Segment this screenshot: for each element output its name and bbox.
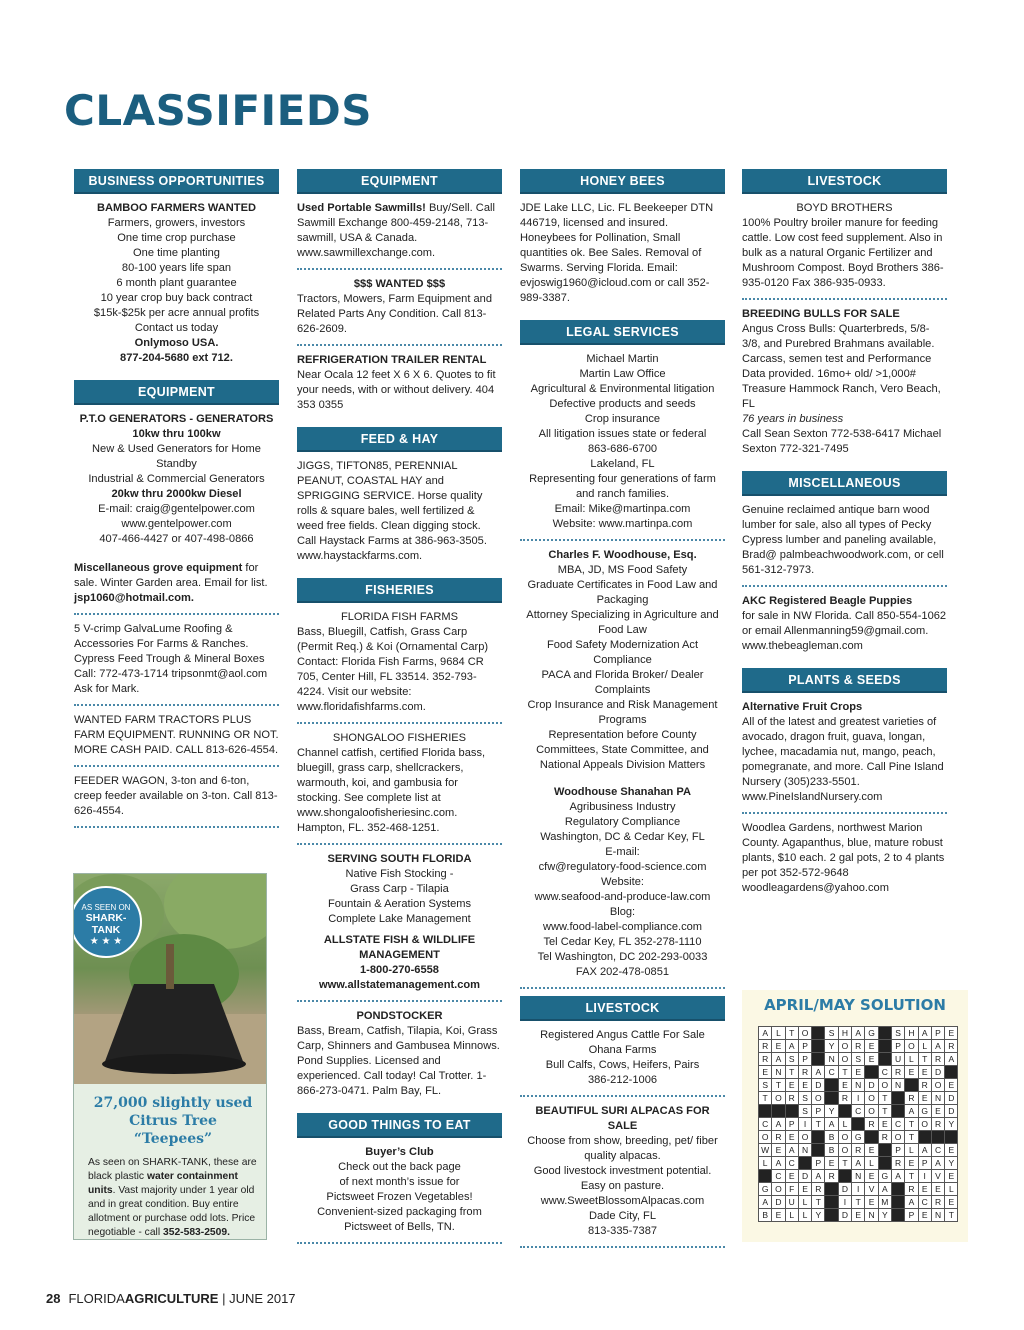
- crossword-cell: E: [772, 1209, 785, 1222]
- puzzle-solution-title: APRIL/MAY SOLUTION: [764, 996, 946, 1014]
- crossword-row: [759, 1118, 958, 1131]
- crossword-cell: E: [852, 1066, 865, 1079]
- crossword-cell: A: [772, 1053, 785, 1066]
- crossword-cell: E: [785, 1079, 798, 1092]
- ad-martin-law: Michael Martin Martin Law Office Agricultural & Environmental litigation Defective products and seeds Crop insurance All litigation issues state or federal 863-686-6700 Lakeland, FL Representing four generations of farm and ranch families. Email: Mike@martinpa.com Website: www.martinpa.com: [520, 352, 725, 541]
- crossword-cell: [945, 1066, 958, 1079]
- crossword-row: [759, 1144, 958, 1157]
- ad-haystack-farms: JIGGS, TIFTON85, PERENNIAL PEANUT, COASTAL HAY and SPRIGGING SERVICE. Horse quality rolls & square bales, well fertilized & weed free fields. Clean digging stock. Call Haystack Farms at 386-963-3505. www.haystackfarms.com.: [297, 460, 487, 562]
- crossword-row: [759, 1170, 958, 1183]
- crossword-cell: N: [931, 1209, 944, 1222]
- crossword-cell: A: [905, 1105, 918, 1118]
- crossword-cell: A: [945, 1053, 958, 1066]
- crossword-cell: E: [838, 1079, 851, 1092]
- ad-buyers-club: Buyer’s Club Check out the back page of next month’s issue for Pictsweet Frozen Vegetables! Convenient-sized packaging from Pictsweet of Bells, TN.: [297, 1145, 502, 1244]
- crossword-cell: O: [865, 1105, 878, 1118]
- crossword-cell: P: [798, 1053, 811, 1066]
- crossword-cell: [812, 1027, 825, 1040]
- crossword-cell: E: [931, 1183, 944, 1196]
- crossword-cell: H: [905, 1027, 918, 1040]
- ad-shongaloo-fisheries: SHONGALOO FISHERIES Channel catfish, certified Florida bass, bluegill, grass carp, shellcrackers, warmouth, koi, and gambusia for stocking. See complete list at www.shongaloofisheriesinc.com. Hampton, FL. 352-468-1251.: [297, 731, 502, 845]
- crossword-cell: P: [812, 1157, 825, 1170]
- crossword-cell: C: [772, 1170, 785, 1183]
- crossword-cell: S: [785, 1053, 798, 1066]
- crossword-cell: P: [798, 1040, 811, 1053]
- crossword-cell: N: [891, 1079, 904, 1092]
- crossword-cell: N: [825, 1053, 838, 1066]
- ad-alternative-fruit: Alternative Fruit Crops All of the latest and greatest varieties of avocado, dragon fruit, guava, longan, lychee, macadamia nut, mango, peach, pomegranate, and more. Call Pine Island Nursery (305)233-5501. www.PineIslandNursery.com: [742, 700, 947, 814]
- crossword-cell: N: [798, 1144, 811, 1157]
- crossword-cell: D: [838, 1183, 851, 1196]
- crossword-cell: [838, 1105, 851, 1118]
- crossword-cell: E: [865, 1170, 878, 1183]
- crossword-cell: E: [798, 1079, 811, 1092]
- crossword-cell: O: [838, 1131, 851, 1144]
- puzzle-solution: [742, 990, 968, 1242]
- crossword-cell: [878, 1027, 891, 1040]
- crossword-cell: [838, 1170, 851, 1183]
- ad-bamboo-farmers: BAMBOO FARMERS WANTED Farmers, growers, investors One time crop purchase One time planting 80-100 years life span 6 month plant guarantee 10 year crop buy back contract $15k-$25k per acre annual profits Contact us today Onlymoso USA. 877-204-5680 ext 712.: [93, 202, 260, 364]
- crossword-cell: N: [931, 1092, 944, 1105]
- crossword-cell: C: [918, 1196, 931, 1209]
- section-header-good-things-to-eat: GOOD THINGS TO EAT: [297, 1113, 502, 1138]
- crossword-cell: E: [865, 1196, 878, 1209]
- crossword-cell: N: [852, 1079, 865, 1092]
- crossword-cell: O: [772, 1092, 785, 1105]
- crossword-cell: L: [798, 1196, 811, 1209]
- crossword-cell: T: [759, 1092, 772, 1105]
- crossword-cell: O: [931, 1079, 944, 1092]
- ad-refrigeration-trailer: REFRIGERATION TRAILER RENTAL Near Ocala 12 feet X 6 X 6. Quotes to fit your needs, with or without delivery. 404 353 0355: [297, 354, 496, 411]
- crossword-cell: E: [865, 1040, 878, 1053]
- crossword-cell: [825, 1092, 838, 1105]
- crossword-cell: [812, 1131, 825, 1144]
- crossword-cell: I: [918, 1170, 931, 1183]
- crossword-cell: N: [772, 1066, 785, 1079]
- crossword-cell: B: [825, 1131, 838, 1144]
- crossword-cell: E: [785, 1170, 798, 1183]
- crossword-cell: T: [878, 1105, 891, 1118]
- crossword-cell: O: [812, 1092, 825, 1105]
- section-header-business-opportunities: BUSINESS OPPORTUNITIES: [74, 169, 279, 194]
- crossword-cell: A: [825, 1118, 838, 1131]
- section-header-miscellaneous: MISCELLANEOUS: [742, 471, 947, 496]
- crossword-cell: E: [798, 1183, 811, 1196]
- ad-roofing: 5 V-crimp GalvaLume Roofing & Accessories For Farms & Ranches. Cypress Feed Trough & Mineral Boxes Call: 772-473-1714 tripsonmt@aol.com Ask for Mark.: [74, 622, 279, 706]
- section-header-livestock-2: LIVESTOCK: [742, 169, 947, 194]
- crossword-cell: L: [772, 1027, 785, 1040]
- section-header-plants-seeds: PLANTS & SEEDS: [742, 668, 947, 693]
- ad-citrus-teepees: [73, 873, 267, 1240]
- crossword-cell: A: [759, 1196, 772, 1209]
- crossword-row: [759, 1209, 958, 1222]
- crossword-cell: R: [838, 1092, 851, 1105]
- crossword-cell: T: [838, 1066, 851, 1079]
- crossword-cell: D: [931, 1066, 944, 1079]
- crossword-cell: T: [905, 1170, 918, 1183]
- crossword-cell: A: [812, 1066, 825, 1079]
- crossword-cell: R: [825, 1170, 838, 1183]
- teepee-headline: 27,000 slightly used Citrus Tree “Teepees”: [93, 1095, 253, 1147]
- crossword-cell: E: [905, 1157, 918, 1170]
- section-header-equipment: EQUIPMENT: [74, 380, 279, 405]
- crossword-cell: E: [945, 1196, 958, 1209]
- section-header-livestock: LIVESTOCK: [520, 996, 725, 1021]
- crossword-cell: E: [918, 1092, 931, 1105]
- crossword-cell: G: [759, 1183, 772, 1196]
- column-1: [74, 166, 279, 835]
- crossword-row: [759, 1053, 958, 1066]
- crossword-cell: O: [891, 1131, 904, 1144]
- crossword-cell: L: [838, 1118, 851, 1131]
- crossword-cell: E: [918, 1183, 931, 1196]
- crossword-cell: R: [759, 1040, 772, 1053]
- crossword-cell: [812, 1040, 825, 1053]
- crossword-cell: R: [891, 1157, 904, 1170]
- crossword-cell: O: [918, 1118, 931, 1131]
- crossword-cell: I: [852, 1183, 865, 1196]
- crossword-row: [759, 1066, 958, 1079]
- crossword-cell: R: [918, 1079, 931, 1092]
- footer-separator: |: [218, 1291, 230, 1306]
- crossword-cell: L: [918, 1040, 931, 1053]
- crossword-cell: R: [852, 1040, 865, 1053]
- crossword-cell: T: [812, 1118, 825, 1131]
- crossword-cell: Y: [945, 1157, 958, 1170]
- crossword-cell: E: [865, 1053, 878, 1066]
- crossword-cell: R: [878, 1131, 891, 1144]
- crossword-cell: R: [759, 1053, 772, 1066]
- crossword-cell: E: [945, 1170, 958, 1183]
- crossword-cell: O: [878, 1079, 891, 1092]
- crossword-cell: T: [918, 1053, 931, 1066]
- crossword-cell: S: [798, 1105, 811, 1118]
- crossword-cell: [825, 1209, 838, 1222]
- crossword-cell: Y: [878, 1209, 891, 1222]
- crossword-cell: E: [878, 1118, 891, 1131]
- crossword-cell: O: [772, 1183, 785, 1196]
- crossword-row: [759, 1027, 958, 1040]
- crossword-cell: B: [825, 1144, 838, 1157]
- crossword-cell: T: [785, 1027, 798, 1040]
- crossword-cell: [865, 1066, 878, 1079]
- crossword-cell: G: [918, 1105, 931, 1118]
- ad-feeder-wagon: FEEDER WAGON, 3-ton and 6-ton, creep feeder available on 3-ton. Call 813-626-4554.: [74, 774, 279, 828]
- crossword-cell: R: [812, 1183, 825, 1196]
- crossword-cell: [878, 1040, 891, 1053]
- crossword-cell: P: [931, 1027, 944, 1040]
- crossword-cell: T: [905, 1131, 918, 1144]
- crossword-cell: C: [931, 1144, 944, 1157]
- crossword-cell: A: [931, 1040, 944, 1053]
- crossword-cell: R: [931, 1118, 944, 1131]
- crossword-cell: [825, 1183, 838, 1196]
- crossword-cell: R: [865, 1118, 878, 1131]
- ad-beagle-puppies: AKC Registered Beagle Puppies for sale in NW Florida. Call 850-554-1062 or email Allenmanning59@gmail.com. www.thebeagleman.com: [742, 595, 947, 652]
- page-footer: [46, 1291, 296, 1306]
- section-header-equipment-2: EQUIPMENT: [297, 169, 502, 194]
- crossword-cell: A: [852, 1027, 865, 1040]
- crossword-cell: E: [918, 1066, 931, 1079]
- crossword-cell: R: [852, 1144, 865, 1157]
- crossword-cell: P: [785, 1118, 798, 1131]
- ad-suri-alpacas: BEAUTIFUL SURI ALPACAS FOR SALE Choose from show, breeding, pet/ fiber quality alpacas. Good livestock investment potential. Easy on pasture. www.SweetBlossomAlpacas.com Dade City, FL 813-335-7387: [520, 1104, 725, 1248]
- crossword-cell: E: [945, 1144, 958, 1157]
- crossword-cell: B: [759, 1209, 772, 1222]
- crossword-cell: O: [905, 1040, 918, 1053]
- crossword-cell: S: [825, 1027, 838, 1040]
- crossword-cell: F: [785, 1183, 798, 1196]
- crossword-cell: L: [759, 1157, 772, 1170]
- ad-allstate-fish: SERVING SOUTH FLORIDA Native Fish Stocking - Grass Carp - Tilapia Fountain & Aeration Systems Complete Lake Management ALLSTATE FISH & WILDLIFE MANAGEMENT 1-800-270-6558 www.allstatemanagement.com: [297, 852, 502, 1002]
- crossword-cell: [891, 1209, 904, 1222]
- crossword-cell: L: [865, 1157, 878, 1170]
- crossword-cell: [891, 1183, 904, 1196]
- crossword-cell: D: [838, 1209, 851, 1222]
- crossword-cell: P: [812, 1105, 825, 1118]
- crossword-cell: A: [878, 1183, 891, 1196]
- crossword-cell: [891, 1092, 904, 1105]
- page-number: 28: [46, 1291, 61, 1306]
- crossword-cell: C: [852, 1105, 865, 1118]
- ad-pto-generators: P.T.O GENERATORS - GENERATORS 10kw thru 100kw New & Used Generators for Home Standby Industrial & Commercial Generators 20kw thru 2000kw Diesel E-mail: craig@gentelpower.com www.gentelpower.com 407-466-4427 or 407-498-0866: [79, 413, 274, 545]
- crossword-cell: D: [772, 1196, 785, 1209]
- crossword-cell: G: [865, 1027, 878, 1040]
- crossword-cell: E: [825, 1157, 838, 1170]
- crossword-cell: I: [798, 1118, 811, 1131]
- section-header-legal-services: LEGAL SERVICES: [520, 320, 725, 345]
- crossword-cell: [905, 1079, 918, 1092]
- crossword-cell: V: [931, 1170, 944, 1183]
- crossword-cell: N: [852, 1170, 865, 1183]
- crossword-cell: [931, 1131, 944, 1144]
- crossword-cell: R: [931, 1196, 944, 1209]
- crossword-cell: R: [931, 1053, 944, 1066]
- crossword-cell: P: [891, 1040, 904, 1053]
- crossword-cell: T: [772, 1079, 785, 1092]
- ad-grove-equipment: Miscellaneous grove equipment for sale. Winter Garden area. Email for list. jsp1060@hotmail.com.: [74, 561, 279, 615]
- crossword-cell: D: [798, 1170, 811, 1183]
- crossword-row: [759, 1040, 958, 1053]
- crossword-cell: E: [772, 1040, 785, 1053]
- crossword-cell: [812, 1053, 825, 1066]
- crossword-cell: Y: [825, 1040, 838, 1053]
- crossword-cell: A: [852, 1157, 865, 1170]
- column-3: [520, 166, 725, 1255]
- crossword-cell: G: [878, 1170, 891, 1183]
- crossword-cell: A: [891, 1170, 904, 1183]
- crossword-cell: O: [798, 1131, 811, 1144]
- ad-florida-fish-farms: FLORIDA FISH FARMS Bass, Bluegill, Catfish, Grass Carp (Permit Req.) & Koi (Ornamental Carp) Contact: Florida Fish Farms, 9684 CR 705, Center Hill, FL 33514. 352-793-4224. Visit our website: www.floridafishfarms.com.: [297, 610, 502, 724]
- magazine-name-2: AGRICULTURE: [124, 1291, 219, 1306]
- crossword-cell: [891, 1105, 904, 1118]
- crossword-cell: P: [905, 1209, 918, 1222]
- crossword-cell: T: [812, 1196, 825, 1209]
- crossword-row: [759, 1092, 958, 1105]
- column-2: [297, 166, 502, 1251]
- crossword-cell: O: [798, 1027, 811, 1040]
- crossword-cell: V: [865, 1183, 878, 1196]
- crossword-cell: L: [785, 1209, 798, 1222]
- crossword-cell: A: [759, 1027, 772, 1040]
- crossword-cell: E: [772, 1144, 785, 1157]
- crossword-cell: R: [772, 1131, 785, 1144]
- crossword-cell: R: [891, 1066, 904, 1079]
- crossword-cell: Y: [812, 1209, 825, 1222]
- crossword-cell: D: [945, 1092, 958, 1105]
- ad-sawmills: Used Portable Sawmills! Buy/Sell. Call Sawmill Exchange 800-459-2148, 713-sawmill, USA & Canada. www.sawmillexchange.com.: [297, 201, 502, 270]
- crossword-cell: [798, 1157, 811, 1170]
- crossword-cell: Y: [945, 1118, 958, 1131]
- crossword-cell: [759, 1105, 772, 1118]
- crossword-cell: A: [772, 1118, 785, 1131]
- column-4: [742, 166, 947, 910]
- crossword-cell: L: [905, 1144, 918, 1157]
- crossword-cell: E: [945, 1079, 958, 1092]
- crossword-cell: E: [852, 1209, 865, 1222]
- crossword-cell: I: [852, 1092, 865, 1105]
- teepee-description: As seen on SHARK-TANK, these are black plastic water containment units. Vast majority under 1 year old and in great condition. Buy entire allotment or purchase odd lots. Price negotiable - call 352-583-2509.: [88, 1157, 257, 1238]
- crossword-cell: D: [945, 1105, 958, 1118]
- crossword-cell: S: [891, 1027, 904, 1040]
- crossword-cell: C: [785, 1157, 798, 1170]
- crossword-cell: [891, 1196, 904, 1209]
- crossword-cell: [852, 1118, 865, 1131]
- crossword-cell: M: [878, 1196, 891, 1209]
- section-header-fisheries: FISHERIES: [297, 578, 502, 603]
- crossword-cell: E: [918, 1209, 931, 1222]
- crossword-cell: L: [945, 1183, 958, 1196]
- crossword-cell: A: [931, 1157, 944, 1170]
- crossword-cell: O: [865, 1092, 878, 1105]
- ad-breeding-bulls: BREEDING BULLS FOR SALE Angus Cross Bulls: Quarterbreds, 5/8-3/8, and Purebred Brahmans available. Carcass, semen test and Performance Data provided. 16mo+ old/ >1,000# Treasure Hammock Ranch, Vero Beach, FL 76 years in business Call Sean Sexton 772-538-6417 Michael Sexton 772-321-7495: [742, 308, 942, 455]
- crossword-grid: [758, 1026, 958, 1222]
- crossword-cell: [918, 1131, 931, 1144]
- ad-jde-lake: JDE Lake LLC, Lic. FL Beekeeper DTN 446719, licensed and insured. Honeybees for Pollination, Small quantities ok. Bee Sales. Removal of Swarms. Serving Florida. Email: evjoswig1960@icloud.com or call 352-989-3387.: [520, 202, 714, 304]
- crossword-cell: I: [838, 1196, 851, 1209]
- crossword-cell: G: [852, 1131, 865, 1144]
- crossword-row: [759, 1196, 958, 1209]
- crossword-cell: [772, 1105, 785, 1118]
- crossword-cell: O: [838, 1040, 851, 1053]
- ad-pondstocker: PONDSTOCKER Bass, Bream, Catfish, Tilapia, Koi, Grass Carp, Shinners and Gambusea Minnows. Pond Supplies. Licensed and experienced. Call today! Cal Trotter. 1-866-273-0471. Palm Bay, FL.: [297, 1010, 500, 1097]
- crossword-cell: O: [838, 1053, 851, 1066]
- section-header-honey-bees: HONEY BEES: [520, 169, 725, 194]
- crossword-cell: [759, 1170, 772, 1183]
- crossword-row: [759, 1131, 958, 1144]
- crossword-cell: U: [891, 1053, 904, 1066]
- crossword-cell: L: [798, 1209, 811, 1222]
- ad-barn-wood: Genuine reclaimed antique barn wood lumber for sale, also all types of Pecky Cypress lumber and paneling available, Brad@ palmbeachwoodwork.com, or cell 561-312-7973.: [742, 503, 947, 587]
- crossword-cell: T: [852, 1196, 865, 1209]
- ad-woodhouse: Charles F. Woodhouse, Esq. MBA, JD, MS Food Safety Graduate Certificates in Food Law and Packaging Attorney Specializing in Agriculture and Food Law Food Safety Modernization Act Compliance PACA and Florida Broker/ Dealer Complaints Crop Insurance and Risk Management Programs Representation before County Committees, State Committee, and National Appeals Division Matters Woodhouse Shanahan PA Agribusiness Industry Regulatory Compliance Washington, DC & Cedar Key, FL E-mail: cfw@regulatory-food-science.com Website: www.seafood-and-produce-law.com Blog: www.food-label-compliance.com Tel Cedar Key, FL 352-278-1110 Tel Washington, DC 202-293-0033 FAX 202-478-0851: [520, 548, 725, 989]
- crossword-cell: S: [798, 1092, 811, 1105]
- as-seen-on-shark-tank-badge: AS SEEN ON SHARK- TANK ★ ★ ★: [74, 886, 142, 958]
- crossword-cell: [785, 1105, 798, 1118]
- crossword-cell: E: [785, 1131, 798, 1144]
- crossword-cell: R: [905, 1092, 918, 1105]
- crossword-cell: P: [918, 1157, 931, 1170]
- crossword-cell: A: [905, 1196, 918, 1209]
- crossword-cell: A: [918, 1027, 931, 1040]
- crossword-cell: S: [759, 1079, 772, 1092]
- ad-wanted-tractors: $$$ WANTED $$$ Tractors, Mowers, Farm Equipment and Related Parts Any Condition. Call 813-626-2609.: [297, 277, 502, 346]
- crossword-cell: R: [785, 1092, 798, 1105]
- crossword-cell: E: [905, 1066, 918, 1079]
- crossword-cell: T: [838, 1157, 851, 1170]
- crossword-cell: O: [759, 1131, 772, 1144]
- crossword-cell: A: [918, 1144, 931, 1157]
- crossword-cell: [878, 1144, 891, 1157]
- crossword-cell: C: [759, 1118, 772, 1131]
- crossword-cell: C: [878, 1066, 891, 1079]
- crossword-cell: T: [785, 1066, 798, 1079]
- page-title: CLASSIFIEDS: [64, 86, 372, 135]
- ad-farm-tractors: WANTED FARM TRACTORS PLUS FARM EQUIPMENT. RUNNING OR NOT. MORE CASH PAID. CALL 813-626-4554.: [74, 713, 279, 767]
- crossword-cell: A: [785, 1144, 798, 1157]
- crossword-row: [759, 1183, 958, 1196]
- crossword-row: [759, 1079, 958, 1092]
- crossword-cell: R: [905, 1183, 918, 1196]
- crossword-cell: R: [945, 1040, 958, 1053]
- crossword-cell: [878, 1157, 891, 1170]
- crossword-cell: A: [785, 1040, 798, 1053]
- crossword-cell: C: [891, 1118, 904, 1131]
- crossword-row: [759, 1105, 958, 1118]
- crossword-cell: D: [865, 1079, 878, 1092]
- crossword-cell: [812, 1144, 825, 1157]
- crossword-cell: [945, 1131, 958, 1144]
- crossword-cell: T: [945, 1209, 958, 1222]
- teepee-photo: [74, 874, 266, 1084]
- crossword-cell: A: [812, 1170, 825, 1183]
- crossword-cell: H: [838, 1027, 851, 1040]
- crossword-cell: [865, 1131, 878, 1144]
- ad-woodlea-gardens: Woodlea Gardens, northwest Marion County. Agapanthus, blue, mature robust plants, $10 each. 2 gal pots, 2 to 4 plants per pot 352-572-9648 woodleagardens@yahoo.com: [742, 822, 945, 894]
- crossword-cell: Y: [825, 1105, 838, 1118]
- crossword-cell: O: [838, 1144, 851, 1157]
- crossword-cell: A: [772, 1157, 785, 1170]
- crossword-cell: E: [945, 1027, 958, 1040]
- crossword-cell: E: [865, 1144, 878, 1157]
- ad-ohana-farms: Registered Angus Cattle For Sale Ohana Farms Bull Calfs, Cows, Heifers, Pairs 386-212-1006: [520, 1028, 725, 1097]
- crossword-cell: T: [878, 1092, 891, 1105]
- crossword-row: [759, 1157, 958, 1170]
- crossword-cell: E: [931, 1105, 944, 1118]
- issue-date: JUNE 2017: [229, 1291, 296, 1306]
- crossword-cell: [825, 1079, 838, 1092]
- crossword-cell: [825, 1196, 838, 1209]
- crossword-cell: W: [759, 1144, 772, 1157]
- crossword-cell: D: [812, 1079, 825, 1092]
- crossword-cell: P: [891, 1144, 904, 1157]
- magazine-name-1: FLORIDA: [68, 1291, 125, 1306]
- crossword-cell: R: [798, 1066, 811, 1079]
- crossword-cell: C: [825, 1066, 838, 1079]
- crossword-cell: N: [865, 1209, 878, 1222]
- crossword-cell: L: [905, 1053, 918, 1066]
- crossword-cell: S: [852, 1053, 865, 1066]
- ad-boyd-brothers: BOYD BROTHERS 100% Poultry broiler manure for feeding cattle. Low cost feed supplement. Also in bulk as a natural Organic Fertilizer and Mushroom Compost. Boyd Brothers 386-935-0120 Fax 386-935-0933.: [742, 201, 947, 300]
- crossword-cell: E: [759, 1066, 772, 1079]
- section-header-feed-hay: FEED & HAY: [297, 427, 502, 452]
- crossword-cell: T: [905, 1118, 918, 1131]
- crossword-cell: [878, 1053, 891, 1066]
- crossword-cell: U: [785, 1196, 798, 1209]
